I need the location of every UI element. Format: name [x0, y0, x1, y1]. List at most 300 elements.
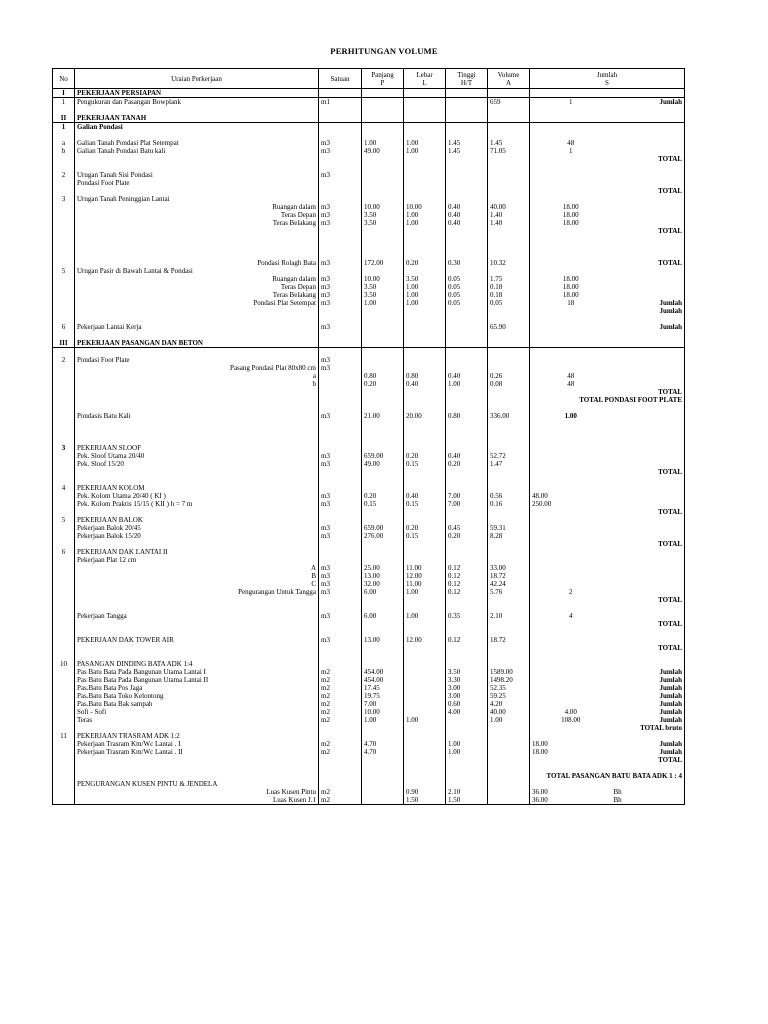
row-satuan — [319, 628, 362, 636]
row-lebar — [404, 684, 446, 692]
row-satuan — [319, 163, 362, 171]
row-keterangan — [612, 636, 685, 644]
row-jumlah — [530, 356, 612, 364]
row-jumlah — [530, 388, 612, 396]
row-volume — [488, 404, 530, 412]
row-tinggi — [446, 604, 488, 612]
table-row — [53, 644, 685, 652]
row-satuan: m3 — [319, 291, 362, 299]
row-uraian — [75, 420, 319, 428]
row-satuan — [319, 380, 362, 388]
row-uraian: Pas.Batu Bata Pos Jaga — [75, 684, 319, 692]
table-row — [53, 660, 685, 668]
row-no: a — [53, 139, 75, 147]
row-lebar — [404, 508, 446, 516]
table-row — [53, 275, 685, 283]
row-panjang — [362, 404, 404, 412]
row-volume — [488, 796, 530, 805]
row-lebar — [404, 708, 446, 716]
row-tinggi: 2.10 — [446, 788, 488, 796]
row-jumlah: 18.00 — [530, 203, 612, 211]
row-no — [53, 372, 75, 380]
row-uraian: Teras Belakang — [75, 291, 319, 299]
row-no — [53, 580, 75, 588]
row-uraian — [75, 644, 319, 652]
row-keterangan — [612, 114, 685, 123]
row-tinggi: 7.00 — [446, 500, 488, 508]
row-satuan — [319, 179, 362, 187]
row-panjang — [362, 516, 404, 524]
row-keterangan — [612, 412, 685, 420]
row-jumlah — [530, 604, 612, 612]
row-lebar: 0.15 — [404, 532, 446, 540]
row-volume — [488, 556, 530, 564]
table-row — [53, 251, 685, 259]
row-tinggi — [446, 556, 488, 564]
row-jumlah: 18 — [530, 299, 612, 307]
row-no — [53, 179, 75, 187]
row-lebar: 12.00 — [404, 636, 446, 644]
row-satuan — [319, 404, 362, 412]
row-tinggi: 1.45 — [446, 139, 488, 147]
table-row — [53, 540, 685, 548]
row-volume: 59.25 — [488, 692, 530, 700]
row-uraian — [75, 540, 319, 548]
row-uraian: Urugan Tanah Peninggian Lantai — [75, 195, 319, 203]
row-tinggi: 0.20 — [446, 532, 488, 540]
row-keterangan — [612, 211, 685, 219]
row-uraian: Pekerjaan Tangga — [75, 612, 319, 620]
row-lebar — [404, 243, 446, 251]
row-panjang: 4.70 — [362, 748, 404, 756]
row-uraian: Pekerjaan Trasram Km/Wc Lantai . II — [75, 748, 319, 756]
row-tinggi: 0.12 — [446, 636, 488, 644]
row-panjang — [362, 106, 404, 114]
row-lebar — [404, 396, 446, 404]
header-lebar: Lebar L — [404, 69, 446, 89]
row-satuan: m2 — [319, 700, 362, 708]
row-volume: 18.72 — [488, 636, 530, 644]
row-keterangan — [612, 235, 685, 243]
row-jumlah — [530, 516, 612, 524]
table-row — [53, 155, 685, 163]
row-tinggi — [446, 548, 488, 556]
row-volume: 59.31 — [488, 524, 530, 532]
row-volume: 18.72 — [488, 572, 530, 580]
header-satuan: Satuan — [319, 69, 362, 89]
row-satuan: m2 — [319, 716, 362, 724]
row-lebar: 0.90 — [404, 788, 446, 796]
row-keterangan — [612, 524, 685, 532]
row-uraian — [75, 307, 319, 315]
row-no — [53, 275, 75, 283]
row-total-label: TOTAL PONDASI FOOT PLATE — [530, 396, 685, 404]
row-satuan — [319, 548, 362, 556]
row-keterangan: Jumlah — [612, 299, 685, 307]
row-volume — [488, 227, 530, 235]
row-volume: 10.32 — [488, 259, 530, 267]
row-panjang: 454.00 — [362, 668, 404, 676]
row-keterangan — [612, 516, 685, 524]
row-volume: 1589.00 — [488, 668, 530, 676]
row-keterangan — [612, 331, 685, 339]
row-keterangan: TOTAL — [612, 155, 685, 163]
row-panjang — [362, 315, 404, 323]
row-no — [53, 476, 75, 484]
volume-table — [52, 68, 685, 805]
row-jumlah: 18.00 — [530, 748, 612, 756]
row-panjang — [362, 98, 404, 107]
row-volume: 1.75 — [488, 275, 530, 283]
row-satuan: m3 — [319, 412, 362, 420]
row-tinggi: 3.50 — [446, 668, 488, 676]
row-panjang — [362, 356, 404, 364]
row-jumlah — [530, 596, 612, 604]
row-panjang — [362, 548, 404, 556]
row-keterangan — [612, 572, 685, 580]
row-panjang: 0.80 — [362, 372, 404, 380]
row-satuan — [319, 89, 362, 98]
row-no — [53, 604, 75, 612]
row-satuan — [319, 724, 362, 732]
row-keterangan — [612, 652, 685, 660]
row-keterangan: Jumlah — [612, 323, 685, 331]
row-keterangan — [612, 444, 685, 452]
row-no — [53, 299, 75, 307]
row-lebar: 12.00 — [404, 572, 446, 580]
row-no: 6 — [53, 323, 75, 331]
row-lebar — [404, 114, 446, 123]
row-jumlah — [530, 106, 612, 114]
row-no — [53, 380, 75, 388]
row-keterangan — [612, 339, 685, 348]
row-keterangan: TOTAL — [612, 187, 685, 195]
row-tinggi — [446, 484, 488, 492]
row-uraian: Galian Tanah Pondasi Plat Setempat — [75, 139, 319, 147]
row-jumlah — [530, 243, 612, 251]
row-lebar — [404, 468, 446, 476]
row-tinggi: 0.12 — [446, 564, 488, 572]
row-volume: 0.18 — [488, 283, 530, 291]
row-jumlah: 18.00 — [530, 291, 612, 299]
row-tinggi: 4.00 — [446, 708, 488, 716]
header-jumlah: Jumlah S — [530, 69, 685, 89]
row-uraian: Pas Batu Bata Pada Bangunan Utama Lantai I — [75, 668, 319, 676]
row-satuan: m3 — [319, 612, 362, 620]
row-keterangan: Jumlah — [612, 692, 685, 700]
row-no — [53, 532, 75, 540]
row-volume — [488, 155, 530, 163]
row-panjang — [362, 267, 404, 275]
row-satuan — [319, 596, 362, 604]
row-volume: 5.76 — [488, 588, 530, 596]
row-tinggi — [446, 540, 488, 548]
row-tinggi: 1.50 — [446, 796, 488, 805]
row-satuan — [319, 780, 362, 788]
row-keterangan: TOTAL — [612, 259, 685, 267]
row-lebar: 1.00 — [404, 147, 446, 155]
table-row — [53, 380, 685, 388]
row-satuan — [319, 644, 362, 652]
row-jumlah — [530, 259, 612, 267]
row-panjang — [362, 444, 404, 452]
row-tinggi — [446, 307, 488, 315]
row-keterangan — [612, 420, 685, 428]
row-uraian: Pekerjaan Plat 12 cm — [75, 556, 319, 564]
row-uraian: PEKERJAAN BALOK — [75, 516, 319, 524]
row-lebar — [404, 660, 446, 668]
row-no — [53, 348, 75, 357]
table-row — [53, 106, 685, 114]
row-lebar: 0.40 — [404, 380, 446, 388]
table-row — [53, 364, 685, 372]
row-satuan — [319, 444, 362, 452]
row-panjang: 1.00 — [362, 716, 404, 724]
row-satuan: m2 — [319, 668, 362, 676]
row-jumlah — [530, 556, 612, 564]
row-panjang: 32.00 — [362, 580, 404, 588]
row-tinggi: 0.20 — [446, 460, 488, 468]
row-uraian: Galian Pondasi — [75, 123, 319, 132]
table-row — [53, 580, 685, 588]
row-uraian: Pekerjaan Balok 15/20 — [75, 532, 319, 540]
row-uraian: Sofi - Sofi — [75, 708, 319, 716]
row-satuan: m3 — [319, 460, 362, 468]
row-tinggi: 0.40 — [446, 452, 488, 460]
row-volume — [488, 756, 530, 764]
row-volume — [488, 388, 530, 396]
row-tinggi — [446, 444, 488, 452]
table-row — [53, 732, 685, 740]
row-jumlah — [530, 436, 612, 444]
row-panjang: 19.75 — [362, 692, 404, 700]
row-uraian — [75, 628, 319, 636]
row-satuan — [319, 428, 362, 436]
row-no — [53, 716, 75, 724]
row-satuan: m2 — [319, 684, 362, 692]
table-row — [53, 396, 685, 404]
row-panjang — [362, 114, 404, 123]
row-satuan — [319, 516, 362, 524]
row-uraian: Urugan Pasir di Bawah Lantai & Pondasi — [75, 267, 319, 275]
row-satuan — [319, 620, 362, 628]
row-no — [53, 155, 75, 163]
row-lebar — [404, 187, 446, 195]
row-panjang — [362, 780, 404, 788]
row-uraian — [75, 331, 319, 339]
table-row — [53, 315, 685, 323]
row-no — [53, 724, 75, 732]
table-row — [53, 348, 685, 357]
row-tinggi: 0.40 — [446, 219, 488, 227]
row-volume: 0.26 — [488, 372, 530, 380]
row-keterangan: Jumlah — [612, 676, 685, 684]
row-keterangan — [612, 556, 685, 564]
row-tinggi — [446, 123, 488, 132]
row-jumlah: 4 — [530, 612, 612, 620]
row-no: 1 — [53, 98, 75, 107]
row-uraian — [75, 508, 319, 516]
table-row — [53, 187, 685, 195]
row-tinggi — [446, 187, 488, 195]
row-volume: 0.16 — [488, 500, 530, 508]
row-lebar — [404, 516, 446, 524]
row-keterangan: Bh — [612, 796, 685, 805]
row-volume — [488, 644, 530, 652]
row-uraian: a — [75, 372, 319, 380]
row-uraian — [75, 428, 319, 436]
row-volume — [488, 89, 530, 98]
row-lebar — [404, 652, 446, 660]
row-satuan — [319, 508, 362, 516]
row-keterangan — [612, 452, 685, 460]
table-row — [53, 195, 685, 203]
row-satuan: m3 — [319, 171, 362, 179]
header-no: No — [53, 69, 75, 89]
row-lebar: 10.00 — [404, 203, 446, 211]
row-satuan: m3 — [319, 588, 362, 596]
row-satuan — [319, 484, 362, 492]
row-tinggi — [446, 106, 488, 114]
table-row — [53, 612, 685, 620]
row-volume: 8.28 — [488, 532, 530, 540]
row-no — [53, 492, 75, 500]
row-uraian — [75, 155, 319, 163]
table-row — [53, 500, 685, 508]
table-row — [53, 780, 685, 788]
row-jumlah: 1 — [530, 98, 612, 107]
row-keterangan: Jumlah — [612, 98, 685, 107]
row-jumlah — [530, 484, 612, 492]
row-satuan — [319, 604, 362, 612]
row-jumlah — [530, 123, 612, 132]
row-volume — [488, 724, 530, 732]
row-satuan — [319, 732, 362, 740]
row-volume — [488, 428, 530, 436]
row-panjang — [362, 123, 404, 132]
row-volume — [488, 468, 530, 476]
row-jumlah — [530, 628, 612, 636]
row-jumlah — [530, 524, 612, 532]
table-row — [53, 604, 685, 612]
row-jumlah — [530, 780, 612, 788]
row-panjang: 13.00 — [362, 636, 404, 644]
table-row — [53, 716, 685, 724]
row-lebar — [404, 604, 446, 612]
row-tinggi — [446, 396, 488, 404]
row-uraian: Pondasi Foot Plate — [75, 179, 319, 187]
row-keterangan — [612, 428, 685, 436]
row-panjang — [362, 235, 404, 243]
row-panjang: 3.50 — [362, 219, 404, 227]
row-jumlah — [530, 331, 612, 339]
row-jumlah: 18.00 — [530, 740, 612, 748]
row-keterangan — [612, 436, 685, 444]
row-tinggi: 0.05 — [446, 299, 488, 307]
row-tinggi — [446, 468, 488, 476]
row-no — [53, 788, 75, 796]
row-no — [53, 412, 75, 420]
row-uraian: Pekerjaan Lantai Kerja — [75, 323, 319, 331]
row-satuan: m3 — [319, 323, 362, 331]
row-no: 5 — [53, 516, 75, 524]
row-jumlah — [530, 476, 612, 484]
row-jumlah — [530, 684, 612, 692]
row-lebar — [404, 89, 446, 98]
row-lebar — [404, 388, 446, 396]
row-uraian: Teras Depan — [75, 283, 319, 291]
row-panjang — [362, 620, 404, 628]
row-tinggi — [446, 436, 488, 444]
row-lebar: 1.00 — [404, 211, 446, 219]
row-panjang — [362, 724, 404, 732]
table-row — [53, 796, 685, 805]
table-row — [53, 331, 685, 339]
row-jumlah — [530, 756, 612, 764]
row-volume: 336.00 — [488, 412, 530, 420]
row-lebar — [404, 348, 446, 357]
table-row — [53, 259, 685, 267]
row-keterangan — [612, 123, 685, 132]
row-keterangan — [612, 484, 685, 492]
row-no — [53, 227, 75, 235]
row-jumlah — [530, 724, 612, 732]
row-tinggi — [446, 243, 488, 251]
row-no: II — [53, 114, 75, 123]
row-volume: 52.35 — [488, 684, 530, 692]
row-no — [53, 404, 75, 412]
row-uraian — [75, 227, 319, 235]
table-row — [53, 460, 685, 468]
row-tinggi: 3.00 — [446, 684, 488, 692]
row-lebar — [404, 106, 446, 114]
row-tinggi — [446, 98, 488, 107]
row-tinggi: 0.60 — [446, 700, 488, 708]
table-row — [53, 772, 685, 780]
row-tinggi — [446, 628, 488, 636]
row-jumlah — [530, 620, 612, 628]
row-no — [53, 436, 75, 444]
row-lebar: 0.80 — [404, 372, 446, 380]
row-panjang: 13.00 — [362, 572, 404, 580]
row-tinggi — [446, 764, 488, 772]
row-keterangan: Jumlah — [612, 307, 685, 315]
row-panjang: 3.50 — [362, 291, 404, 299]
row-volume: 0.05 — [488, 299, 530, 307]
row-no — [53, 676, 75, 684]
table-row — [53, 323, 685, 331]
row-keterangan — [612, 219, 685, 227]
row-satuan: m3 — [319, 524, 362, 532]
row-tinggi — [446, 235, 488, 243]
row-volume — [488, 740, 530, 748]
row-no — [53, 364, 75, 372]
row-satuan: m3 — [319, 139, 362, 147]
row-satuan — [319, 756, 362, 764]
row-uraian: PASANGAN DINDING BATA ADK 1:4 — [75, 660, 319, 668]
header-tinggi: Tinggi H/T — [446, 69, 488, 89]
row-panjang: 1.00 — [362, 139, 404, 147]
row-tinggi — [446, 171, 488, 179]
row-tinggi — [446, 364, 488, 372]
row-satuan — [319, 348, 362, 357]
row-jumlah — [530, 732, 612, 740]
row-panjang: 0.15 — [362, 500, 404, 508]
row-no — [53, 388, 75, 396]
table-row — [53, 700, 685, 708]
table-row — [53, 89, 685, 98]
row-satuan — [319, 123, 362, 132]
